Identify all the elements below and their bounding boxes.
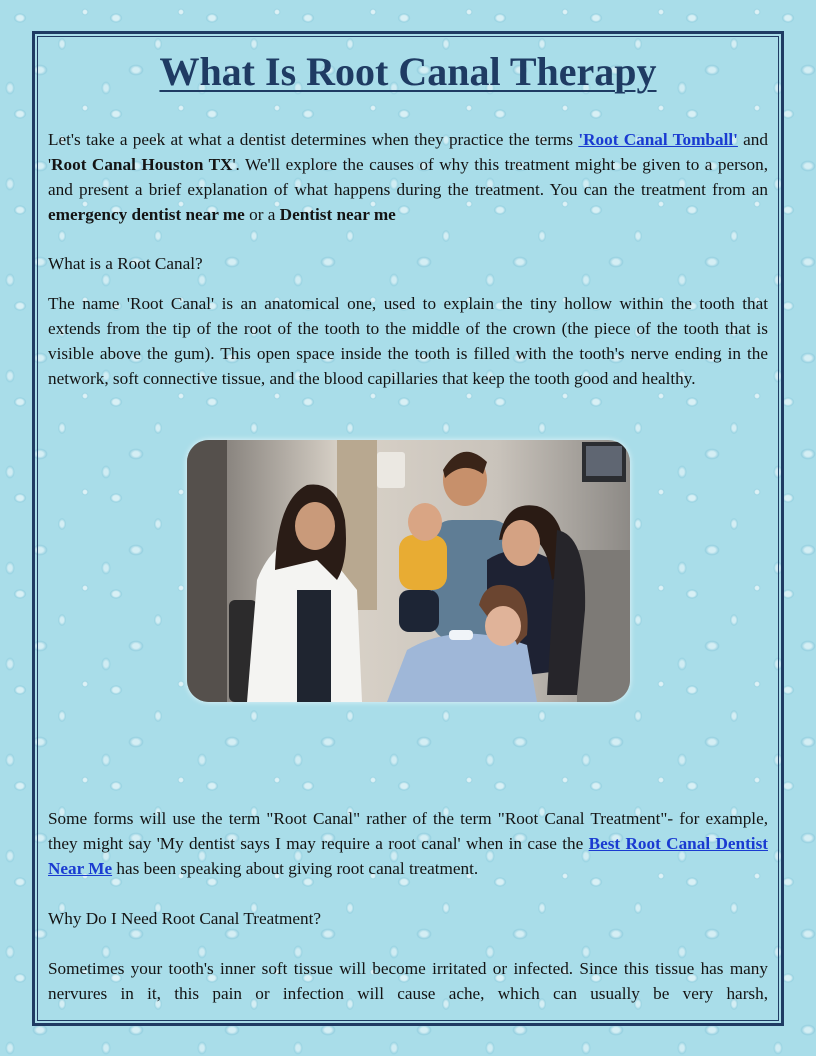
reason-text: Sometimes your tooth's inner soft tissue will become irritated or infected. Since this tissue has many nervures in it, this pain or infection will cause ache, which can usually be very harsh,: [48, 959, 768, 1003]
intro-text-2: and ': [48, 130, 768, 174]
dentist-near-me-bold: Dentist near me: [279, 205, 396, 224]
definition-paragraph: [48, 291, 768, 391]
terminology-paragraph: [48, 806, 768, 881]
dental-family-photo: [187, 440, 630, 702]
why-need-treatment-heading: Why Do I Need Root Canal Treatment?: [48, 909, 322, 928]
section-heading-what-is: [48, 251, 768, 276]
reason-paragraph: [48, 956, 768, 1006]
section-heading-why: [48, 906, 768, 931]
root-canal-tomball-link[interactable]: 'Root Canal Tomball': [578, 130, 738, 149]
terminology-text-1: Some forms will use the term "Root Canal" rather of the term "Root Canal Treatment"- for example, they might say 'My dentist says I may require a root canal' when in case the: [48, 809, 768, 853]
intro-paragraph: [48, 127, 768, 227]
intro-text-1: Let's take a peek at what a dentist determines when they practice the terms: [48, 130, 579, 149]
what-is-root-canal-heading: What is a Root Canal?: [48, 254, 203, 273]
intro-text-3: '. We'll explore the causes of why this treatment might be given to a person, and present a brief explanation of what happens during the treatment. You can the treatment from an: [48, 155, 768, 199]
root-canal-houston-bold: Root Canal Houston TX: [51, 155, 233, 174]
terminology-text-2: has been speaking about giving root canal treatment.: [112, 859, 479, 878]
definition-text: The name 'Root Canal' is an anatomical one, used to explain the tiny hollow within the tooth that extends from the tip of the root of the tooth to the middle of the crown (the piece of the tooth that is visible above the gum). This open space inside the tooth is filled with the tooth's nerve ending in the network, soft connective tissue, and the blood capillaries that keep the tooth good and healthy.: [48, 294, 768, 388]
best-root-canal-dentist-link[interactable]: Best Root Canal Dentist Near Me: [48, 834, 768, 878]
emergency-dentist-bold: emergency dentist near me: [48, 205, 245, 224]
page-title: [0, 48, 816, 95]
page-title-text: What Is Root Canal Therapy: [159, 49, 657, 94]
intro-text-4: or a: [244, 205, 280, 224]
